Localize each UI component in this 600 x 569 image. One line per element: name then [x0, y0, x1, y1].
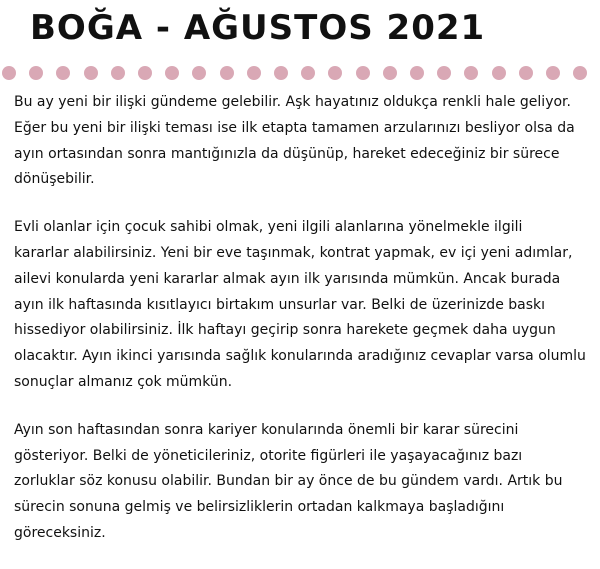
text-line: ayın ortasından sonra mantığınızla da düşünüp, hareket edeceğiniz bir sürece	[14, 145, 560, 162]
divider-dot	[2, 66, 16, 80]
divider-dot	[301, 66, 315, 80]
divider-dot	[410, 66, 424, 80]
paragraph-3	[14, 418, 590, 547]
text-line: Evli olanlar için çocuk sahibi olmak, yeni ilgili alanlarına yönelmekle ilgili	[14, 219, 523, 236]
text-line: dönüşebilir.	[14, 171, 95, 188]
text-line: ayın ilk haftasında kısıtlayıcı birtakım unsurlar var. Belki de üzerinizde baskı	[14, 296, 546, 313]
paragraph-2	[14, 215, 590, 396]
divider-dot	[356, 66, 370, 80]
text-line: Eğer bu yeni bir ilişki teması ise ilk etapta tamamen arzularınızı besliyor olsa da	[14, 119, 575, 136]
divider-dot	[56, 66, 70, 80]
divider-dot	[247, 66, 261, 80]
divider-dot	[492, 66, 506, 80]
text-line: gösteriyor. Belki de yöneticileriniz, otorite figürleri ile yaşayacağınız bazı	[14, 447, 523, 464]
divider-dot	[328, 66, 342, 80]
divider-dot	[519, 66, 533, 80]
text-line: zorluklar söz konusu olabilir. Bundan bir ay önce de bu gündem vardı. Artık bu	[14, 473, 563, 490]
divider-dot	[111, 66, 125, 80]
page-title: BOĞA - AĞUSTOS 2021	[30, 8, 486, 48]
text-line: sonuçlar almanız çok mümkün.	[14, 373, 233, 390]
divider-dot	[383, 66, 397, 80]
divider-dot	[546, 66, 560, 80]
paragraph-1	[14, 90, 590, 193]
divider-dot	[165, 66, 179, 80]
text-line: kararlar alabilirsiniz. Yeni bir eve taşınmak, kontrat yapmak, ev içi yeni adımlar,	[14, 244, 573, 261]
divider-dot	[29, 66, 43, 80]
divider-dot	[84, 66, 98, 80]
divider-dot	[220, 66, 234, 80]
article-body	[14, 90, 590, 569]
divider-dot	[464, 66, 478, 80]
text-line: Bu ay yeni bir ilişki gündeme gelebilir. Aşk hayatınız oldukça renkli hale geliyor.	[14, 94, 571, 110]
text-line: Ayın son haftasından sonra kariyer konularında önemli bir karar sürecini	[14, 421, 519, 438]
text-line: hissediyor olabilirsiniz. İlk haftayı geçirip sonra harekete geçmek daha uygun	[14, 322, 556, 339]
text-line: olacaktır. Ayın ikinci yarısında sağlık konularında aradığınız cevaplar varsa olumlu	[14, 348, 586, 365]
divider-dot	[573, 66, 587, 80]
text-line: ailevi konularda yeni kararlar almak ayın ilk yarısında mümkün. Ancak burada	[14, 270, 561, 287]
text-line: sürecin sonuna gelmiş ve belirsizliklerin ortadan kalkmaya başladığını	[14, 499, 505, 516]
divider-dot	[274, 66, 288, 80]
divider-dot	[192, 66, 206, 80]
dotted-divider	[0, 66, 600, 80]
text-line: göreceksiniz.	[14, 524, 106, 541]
divider-dot	[437, 66, 451, 80]
divider-dot	[138, 66, 152, 80]
